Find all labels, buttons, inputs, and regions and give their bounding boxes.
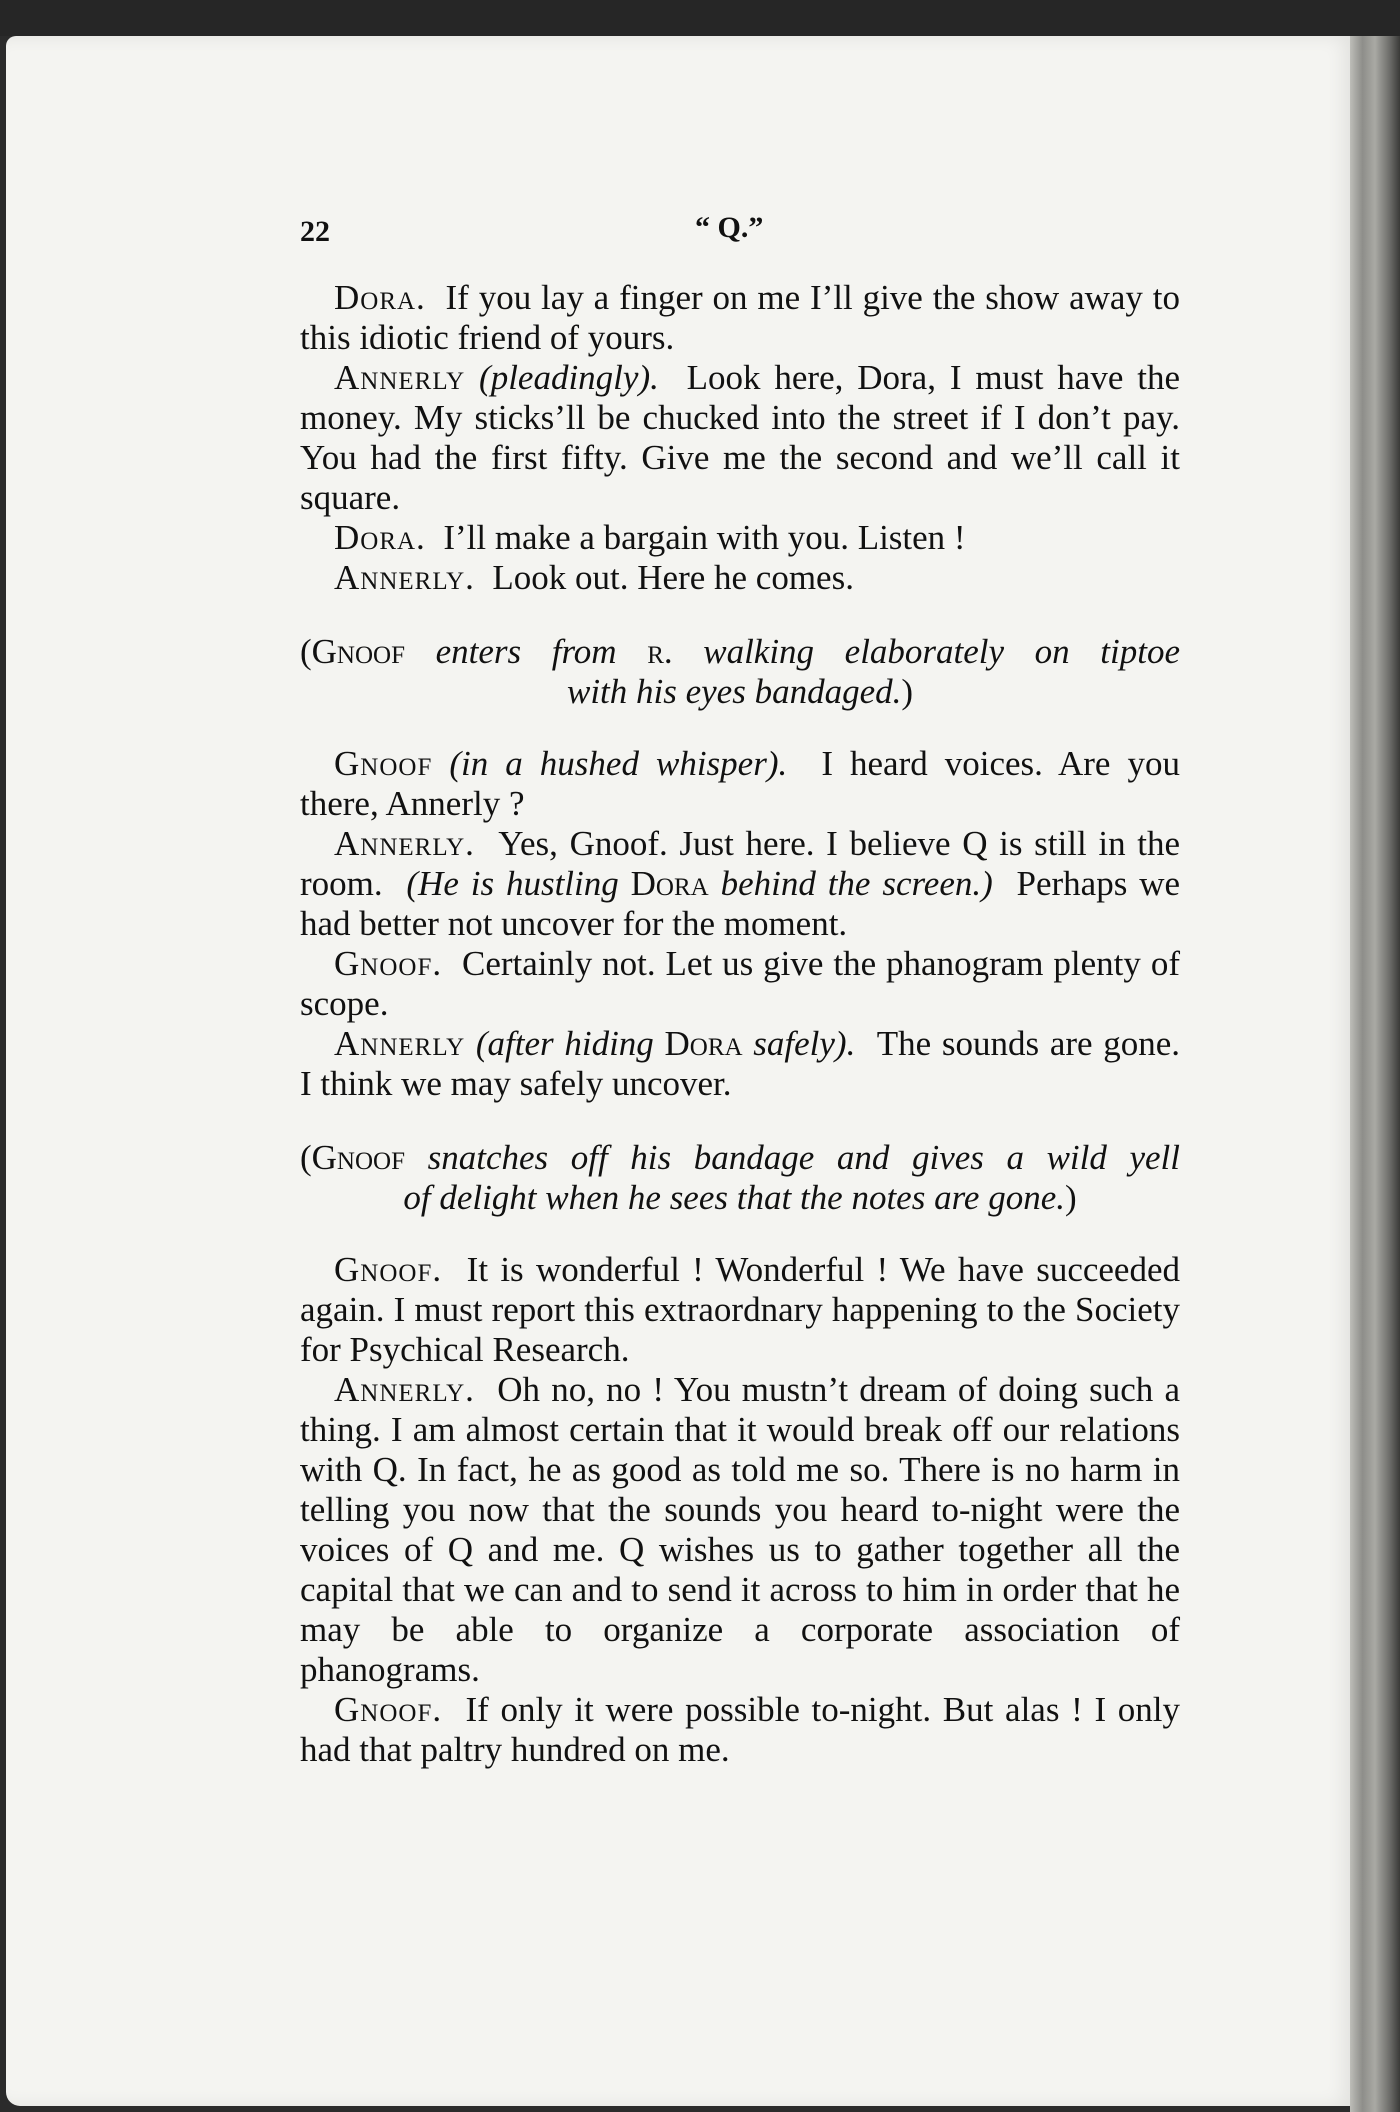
direction-text: enters from: [435, 632, 617, 671]
speaker-name: Gnoof.: [334, 1250, 443, 1289]
character-name: Dora: [630, 864, 709, 903]
speech-dora-1: [300, 278, 1180, 358]
scan-background: [0, 0, 1400, 36]
stage-direction-line: [300, 632, 1180, 672]
speech-text: Yes, Gnoof. Just here. I believe Q is still in the room.: [300, 824, 1180, 903]
speech-text: Look out. Here he comes.: [492, 558, 854, 597]
bracket: ): [1064, 1178, 1077, 1217]
direction-text: walking elaborately on tiptoe: [703, 632, 1180, 671]
speech-text: The sounds are gone. I think we may safely uncover.: [300, 1024, 1181, 1103]
page-text: [300, 200, 1180, 1770]
speaker-name: Annerly.: [334, 824, 475, 863]
character-name: Dora: [664, 1024, 743, 1063]
speaker-name: Annerly.: [334, 1370, 475, 1409]
stage-direction-line: [300, 672, 1180, 712]
speech-text: I’ll make a bargain with you. Listen !: [443, 518, 966, 557]
page-edge-shadow: [1350, 36, 1400, 2112]
speech-gnoof-1: [300, 744, 1180, 824]
stage-direction-1: [300, 632, 1180, 712]
speech-text: I heard voices. Are you there, Annerly ?: [300, 744, 1180, 823]
speaker-name: Annerly: [334, 358, 466, 397]
bracket: (: [300, 632, 312, 671]
speech-text: Look here, Dora, I must have the money. My sticks’ll be chucked into the street if I don’t pay. You had the first fifty. Give me the second and we’ll call it square.: [300, 358, 1181, 517]
speaker-name: Dora.: [334, 278, 426, 317]
speech-text: It is wonderful ! Wonderful ! We have succeeded again. I must report this extraordnary happening to the Society for Psychical Research.: [300, 1250, 1181, 1369]
speech-gnoof-4: [300, 1690, 1180, 1770]
character-name: Gnoof: [311, 1138, 405, 1177]
speech-text: Perhaps we had better not uncover for the moment.: [300, 864, 1181, 943]
speech-annerly-3: [300, 824, 1180, 944]
inline-direction: (pleadingly).: [479, 358, 659, 397]
speech-annerly-2: [300, 558, 1180, 598]
speaker-name: Gnoof.: [334, 944, 443, 983]
speech-annerly-1: [300, 358, 1180, 518]
speech-text: Certainly not. Let us give the phanogram plenty of scope.: [300, 944, 1180, 1023]
speech-text: Oh no, no ! You mustn’t dream of doing such a thing. I am almost certain that it would break off our relations with Q. In fact, he as good as told me so. There is no harm in telling you now that the sounds you heard to-night were the voices of Q and me. Q wishes us to gather together all the capital that we can and to send it across to him in order that he may be able to organize a corporate association of phanograms.: [300, 1370, 1180, 1689]
speaker-name: Annerly: [334, 1024, 466, 1063]
speech-gnoof-3: [300, 1250, 1180, 1370]
inline-direction: behind the screen.): [720, 864, 993, 903]
stage-direction-line: [300, 1178, 1180, 1218]
inline-direction: (after hiding: [475, 1024, 654, 1063]
speech-gnoof-2: [300, 944, 1180, 1024]
speech-text: If you lay a finger on me I’ll give the show away to this idiotic friend of yours.: [300, 278, 1180, 357]
page-number: 22: [300, 215, 330, 248]
speech-annerly-4: [300, 1024, 1180, 1104]
direction-text: with his eyes bandaged.: [566, 672, 902, 711]
direction-text: r.: [647, 632, 673, 671]
stage-direction-2: [300, 1138, 1180, 1218]
direction-text: snatches off his bandage and gives a wild yell: [427, 1138, 1181, 1177]
inline-direction: (in a hushed whisper).: [449, 744, 788, 783]
bracket: ): [901, 672, 914, 711]
direction-text: of delight when he sees that the notes are gone.: [403, 1178, 1065, 1217]
speech-dora-2: [300, 518, 1180, 558]
inline-direction: safely).: [753, 1024, 856, 1063]
speech-text: If only it were possible to-night. But alas ! I only had that paltry hundred on me.: [300, 1690, 1181, 1769]
running-title: “ Q.”: [695, 211, 764, 244]
speaker-name: Gnoof: [334, 744, 433, 783]
inline-direction: (He is hustling: [406, 864, 619, 903]
bracket: (: [300, 1138, 312, 1177]
running-head: [300, 200, 1180, 270]
speaker-name: Dora.: [334, 518, 426, 557]
speaker-name: Annerly.: [334, 558, 475, 597]
speaker-name: Gnoof.: [334, 1690, 443, 1729]
character-name: Gnoof: [311, 632, 405, 671]
stage-direction-line: [300, 1138, 1180, 1178]
speech-annerly-5: [300, 1370, 1180, 1690]
